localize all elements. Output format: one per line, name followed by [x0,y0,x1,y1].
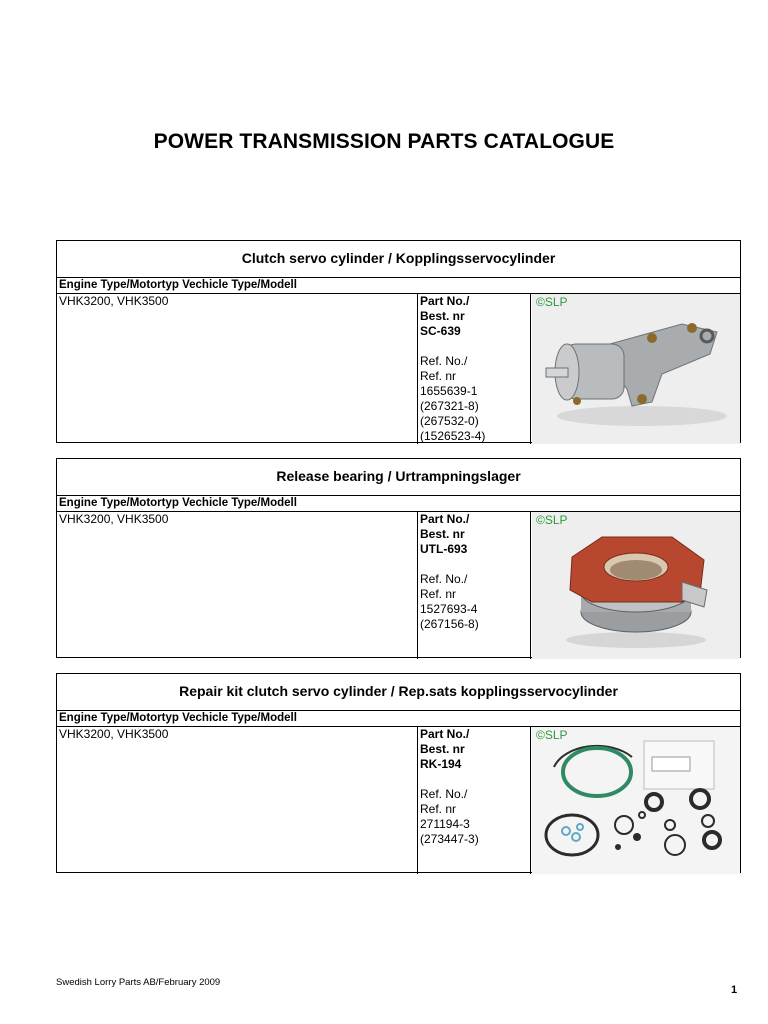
ref-no-label: Ref. No./ [420,354,468,368]
column-header: Engine Type/Motortyp Vechicle Type/Modell [57,278,740,294]
part-no-label: Part No./ [420,294,470,308]
ref-number: 1655639-1 [420,384,478,398]
best-nr-label: Best. nr [420,527,465,541]
best-nr-label: Best. nr [420,742,465,756]
footer-text: Swedish Lorry Parts AB/February 2009 [56,977,221,988]
page-number: 1 [731,984,738,996]
copyright-label: ©SLP [536,513,568,527]
ref-nr-label: Ref. nr [420,369,457,383]
ref-no-label: Ref. No./ [420,787,468,801]
part-no-label: Part No./ [420,512,470,526]
page-title: POWER TRANSMISSION PARTS CATALOGUE [153,130,615,153]
best-nr-label: Best. nr [420,309,465,323]
release-bearing-photo [532,512,740,659]
part-heading: Clutch servo cylinder / Kopplingsservocylinder [57,241,740,278]
copyright-label: ©SLP [536,295,568,309]
part-number: SC-639 [420,324,461,338]
ref-number: (273447-3) [420,832,479,846]
ref-no-label: Ref. No./ [420,572,468,586]
ref-number: (1526523-4) [420,429,486,443]
part-block-release-bearing [56,458,741,658]
part-heading: Release bearing / Urtrampningslager [57,459,740,496]
copyright-label: ©SLP [536,728,568,742]
part-number: UTL-693 [420,542,468,556]
part-no-label: Part No./ [420,727,470,741]
clutch-servo-cylinder-photo [532,294,740,444]
part-number: RK-194 [420,757,462,771]
column-header: Engine Type/Motortyp Vechicle Type/Modell [57,496,740,512]
part-block-repair-kit [56,673,741,873]
ref-nr-label: Ref. nr [420,802,457,816]
vehicle-types: VHK3200, VHK3500 [59,512,169,526]
ref-number: 1527693-4 [420,602,478,616]
ref-number: (267321-8) [420,399,479,413]
column-header: Engine Type/Motortyp Vechicle Type/Modell [57,711,740,727]
repair-kit-photo [532,727,740,874]
part-number-column [417,512,531,659]
part-number-column [417,727,531,874]
ref-number: 271194-3 [420,817,470,831]
part-number-column [417,294,531,444]
ref-number: (267532-0) [420,414,479,428]
part-heading: Repair kit clutch servo cylinder / Rep.sats kopplingsservocylinder [57,674,740,711]
vehicle-types: VHK3200, VHK3500 [59,294,169,308]
ref-nr-label: Ref. nr [420,587,457,601]
part-block-clutch-servo-cylinder [56,240,741,443]
ref-number: (267156-8) [420,617,479,631]
vehicle-types: VHK3200, VHK3500 [59,727,169,741]
